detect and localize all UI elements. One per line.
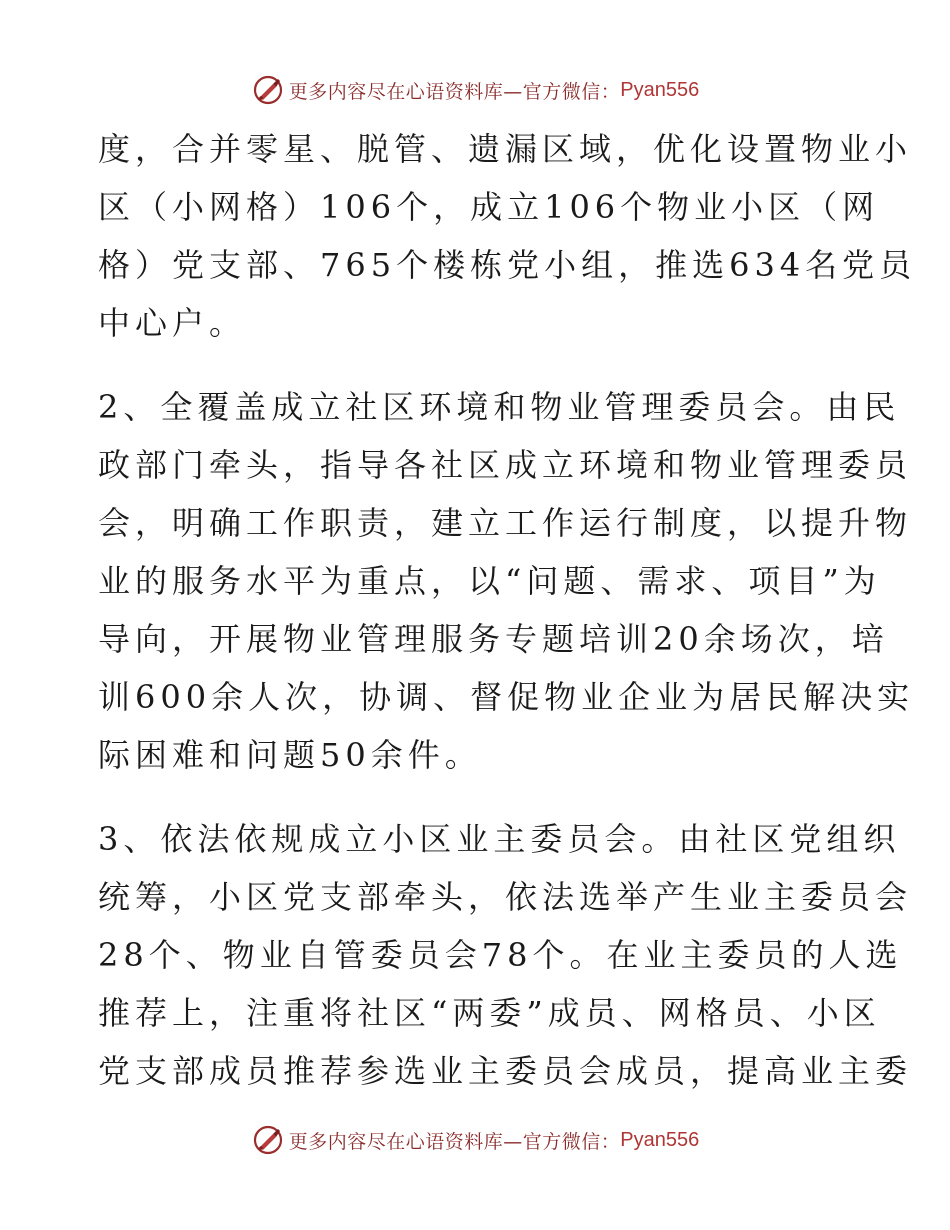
text-line: 际困难和问题50余件。 xyxy=(98,736,482,774)
text-line: 政部门牵头，指导各社区成立环境和物业管理委员 xyxy=(98,446,913,484)
paragraph-3 xyxy=(98,810,913,1100)
text-line: 2、全覆盖成立社区环境和物业管理委员会。由民 xyxy=(98,388,901,426)
watermark-wechat-id: Pyan556 xyxy=(620,1128,700,1151)
text-line: 会，明确工作职责，建立工作运行制度，以提升物 xyxy=(98,504,913,542)
text-line: 格）党支部、765个楼栋党小组，推选634名党员 xyxy=(98,246,917,284)
watermark-text: 更多内容尽在心语资料库—官方微信： xyxy=(288,80,621,103)
text-line: 度，合并零星、脱管、遗漏区域，优化设置物业小 xyxy=(98,130,913,168)
paragraph-gap xyxy=(98,784,858,810)
pen-logo-icon xyxy=(251,1123,285,1157)
text-line: 3、依法依规成立小区业主委员会。由社区党组织 xyxy=(98,820,901,858)
header-watermark xyxy=(0,70,950,110)
text-line: 训600余人次，协调、督促物业企业为居民解决实 xyxy=(98,678,915,716)
text-line: 统筹，小区党支部牵头，依法选举产生业主委员会 xyxy=(98,878,913,916)
text-line: 区（小网格）106个，成立106个物业小区（网 xyxy=(98,188,880,226)
paragraph-1 xyxy=(98,120,917,352)
text-line: 中心户。 xyxy=(98,304,247,342)
watermark-text: 更多内容尽在心语资料库—官方微信： xyxy=(288,1130,621,1153)
watermark-wechat-id: Pyan556 xyxy=(620,78,700,101)
text-line: 业的服务水平为重点，以“问题、需求、项目”为 xyxy=(98,562,881,600)
pen-logo-icon xyxy=(251,73,285,107)
document-body xyxy=(98,120,917,1100)
paragraph-2 xyxy=(98,378,915,784)
text-line: 党支部成员推荐参选业主委员会成员，提高业主委 xyxy=(98,1052,913,1090)
footer-watermark xyxy=(0,1120,950,1160)
paragraph-gap xyxy=(98,352,858,378)
text-line: 推荐上，注重将社区“两委”成员、网格员、小区 xyxy=(98,994,881,1032)
text-line: 导向，开展物业管理服务专题培训20余场次，培 xyxy=(98,620,889,658)
text-line: 28个、物业自管委员会78个。在业主委员的人选 xyxy=(98,936,903,974)
